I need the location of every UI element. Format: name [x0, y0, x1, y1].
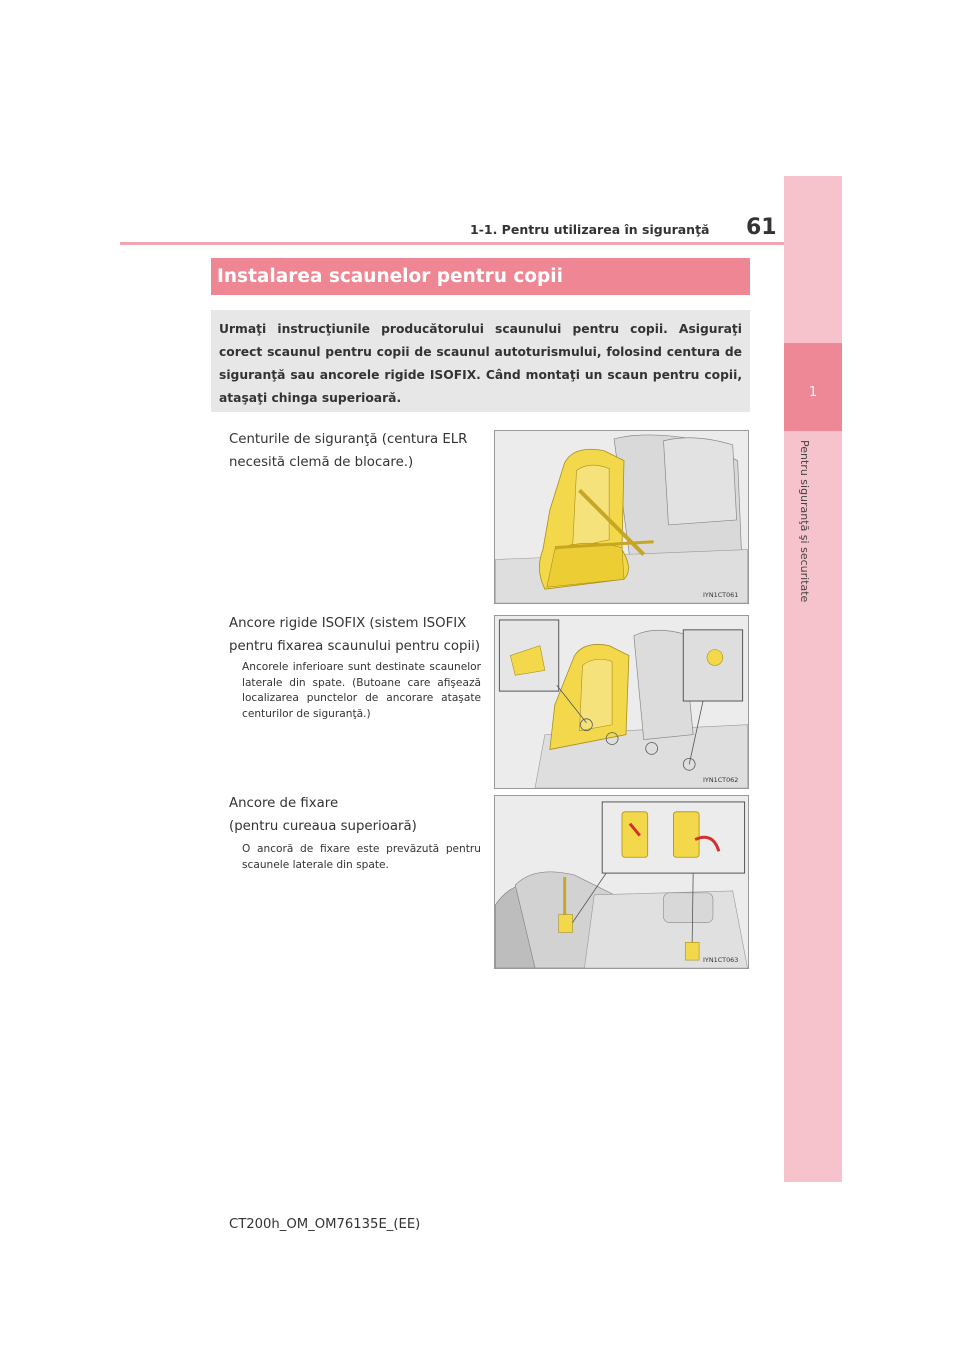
document-code-footer: CT200h_OM_OM76135E_(EE) [229, 1217, 421, 1232]
page-number: 61 [746, 215, 777, 240]
chapter-label: Pentru siguranţă şi securitate [798, 440, 811, 603]
item-title-seat-belts [229, 428, 487, 474]
item-title-line: Ancore de fixare [229, 796, 339, 811]
figure-code: IYN1CT063 [703, 956, 739, 965]
section-title: Instalarea scaunelor pentru copii [217, 266, 563, 287]
intro-box [211, 310, 750, 412]
figure-code: IYN1CT062 [703, 776, 739, 785]
intro-text: Urmaţi instrucţiunile producătorului scaunului pentru copii. Asiguraţi corect scaunul pentru copii de scaunul autoturismului, folosind centura de siguranţă sau ancorele rigide ISOFIX. Când montaţi un scaun pentru copii, ataşaţi chinga superioară. [219, 322, 742, 405]
child-seat-belt-illustration [495, 431, 748, 603]
item-title-line: Centurile de siguranţă (centura ELR [229, 432, 468, 447]
isofix-anchor-illustration [495, 616, 748, 788]
item-title-tether-anchors [229, 792, 487, 838]
item-note-isofix: Ancorele inferioare sunt destinate scaunelor laterale din spate. (Butoane care afişează localizarea punctelor de ancorare ataşate centurilor de siguranţă.) [242, 661, 481, 720]
item-note-tether: O ancoră de fixare este prevăzută pentru scaunele laterale din spate. [242, 843, 481, 871]
figure-isofix-anchors [494, 615, 749, 789]
item-title-line: necesită clemă de blocare.) [229, 455, 414, 470]
tether-anchor-illustration [495, 796, 748, 968]
header-rule [120, 242, 784, 245]
item-title-line: pentru fixarea scaunului pentru copii) [229, 639, 481, 654]
item-title-isofix [229, 612, 487, 658]
running-header: 1-1. Pentru utilizarea în siguranţă [470, 222, 710, 237]
side-tab-strip [784, 176, 842, 1182]
item-title-line: Ancore rigide ISOFIX (sistem ISOFIX [229, 616, 467, 631]
item-title-line: (pentru cureaua superioară) [229, 819, 417, 834]
figure-tether-anchors [494, 795, 749, 969]
figure-seat-belt-child-seat [494, 430, 749, 604]
figure-code: IYN1CT061 [703, 591, 739, 600]
chapter-number: 1 [808, 385, 818, 400]
